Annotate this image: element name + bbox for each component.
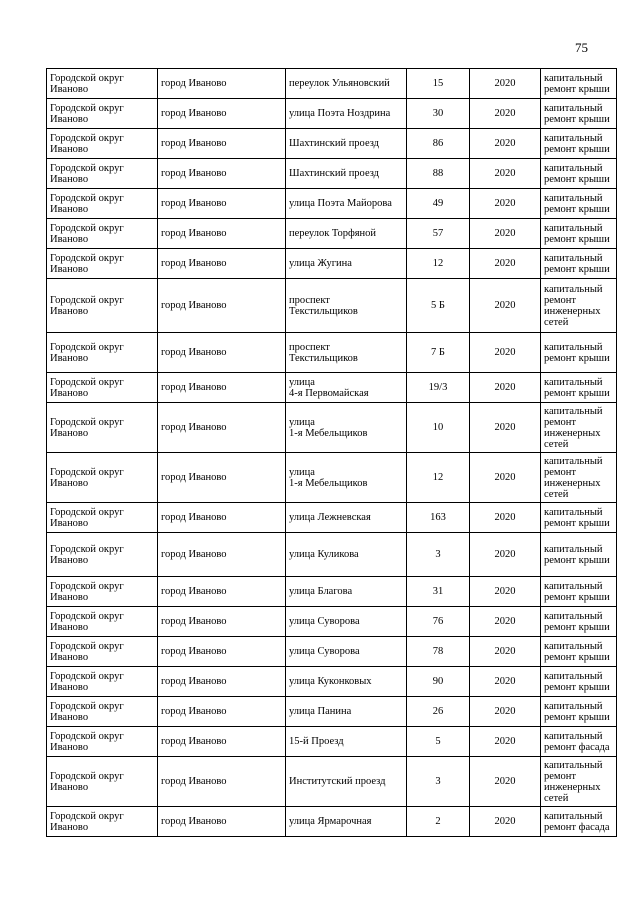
city-cell: город Иваново — [158, 159, 286, 189]
house-cell: 3 — [407, 533, 470, 577]
city-cell: город Иваново — [158, 219, 286, 249]
municipality-cell: Городской округ Иваново — [47, 333, 158, 373]
municipality-cell: Городской округ Иваново — [47, 403, 158, 453]
year-cell: 2020 — [470, 453, 541, 503]
municipality-cell: Городской округ Иваново — [47, 99, 158, 129]
year-cell: 2020 — [470, 607, 541, 637]
table-row — [47, 637, 617, 667]
street-cell: Институтский проезд — [286, 757, 407, 807]
street-cell: улица Куконковых — [286, 667, 407, 697]
table-row — [47, 99, 617, 129]
municipality-cell: Городской округ Иваново — [47, 607, 158, 637]
year-cell: 2020 — [470, 129, 541, 159]
municipality-cell: Городской округ Иваново — [47, 533, 158, 577]
year-cell: 2020 — [470, 69, 541, 99]
city-cell: город Иваново — [158, 69, 286, 99]
work-type-cell: капитальный ремонт крыши — [541, 607, 617, 637]
work-type-cell: капитальный ремонт крыши — [541, 533, 617, 577]
city-cell: город Иваново — [158, 129, 286, 159]
table-row — [47, 607, 617, 637]
city-cell: город Иваново — [158, 697, 286, 727]
street-cell: улица Жугина — [286, 249, 407, 279]
house-cell: 88 — [407, 159, 470, 189]
table-row — [47, 533, 617, 577]
street-cell: улица Куликова — [286, 533, 407, 577]
city-cell: город Иваново — [158, 667, 286, 697]
house-cell: 5 Б — [407, 279, 470, 333]
house-cell: 12 — [407, 453, 470, 503]
street-cell: проспект Текстильщиков — [286, 279, 407, 333]
city-cell: город Иваново — [158, 757, 286, 807]
municipality-cell: Городской округ Иваново — [47, 249, 158, 279]
work-type-cell: капитальный ремонт инженерных сетей — [541, 453, 617, 503]
work-type-cell: капитальный ремонт инженерных сетей — [541, 757, 617, 807]
house-cell: 3 — [407, 757, 470, 807]
table-row — [47, 189, 617, 219]
table-row — [47, 373, 617, 403]
street-cell: улица 1-я Мебельщиков — [286, 453, 407, 503]
house-cell: 2 — [407, 807, 470, 837]
year-cell: 2020 — [470, 697, 541, 727]
table-row — [47, 503, 617, 533]
street-cell: улица Поэта Майорова — [286, 189, 407, 219]
house-cell: 7 Б — [407, 333, 470, 373]
house-cell: 12 — [407, 249, 470, 279]
municipality-cell: Городской округ Иваново — [47, 667, 158, 697]
work-type-cell: капитальный ремонт крыши — [541, 667, 617, 697]
street-cell: Шахтинский проезд — [286, 159, 407, 189]
work-type-cell: капитальный ремонт крыши — [541, 249, 617, 279]
municipality-cell: Городской округ Иваново — [47, 757, 158, 807]
municipality-cell: Городской округ Иваново — [47, 159, 158, 189]
house-cell: 76 — [407, 607, 470, 637]
work-type-cell: капитальный ремонт крыши — [541, 373, 617, 403]
work-type-cell: капитальный ремонт фасада — [541, 807, 617, 837]
street-cell: улица 1-я Мебельщиков — [286, 403, 407, 453]
municipality-cell: Городской округ Иваново — [47, 373, 158, 403]
year-cell: 2020 — [470, 189, 541, 219]
year-cell: 2020 — [470, 333, 541, 373]
year-cell: 2020 — [470, 219, 541, 249]
year-cell: 2020 — [470, 727, 541, 757]
city-cell: город Иваново — [158, 249, 286, 279]
street-cell: улица Ярмарочная — [286, 807, 407, 837]
year-cell: 2020 — [470, 667, 541, 697]
table-row — [47, 727, 617, 757]
house-cell: 15 — [407, 69, 470, 99]
year-cell: 2020 — [470, 757, 541, 807]
work-type-cell: капитальный ремонт инженерных сетей — [541, 403, 617, 453]
house-cell: 30 — [407, 99, 470, 129]
street-cell: улица Поэта Ноздрина — [286, 99, 407, 129]
house-cell: 5 — [407, 727, 470, 757]
street-cell: Шахтинский проезд — [286, 129, 407, 159]
work-type-cell: капитальный ремонт крыши — [541, 99, 617, 129]
city-cell: город Иваново — [158, 637, 286, 667]
street-cell: улица Панина — [286, 697, 407, 727]
work-type-cell: капитальный ремонт крыши — [541, 503, 617, 533]
house-cell: 19/3 — [407, 373, 470, 403]
work-type-cell: капитальный ремонт крыши — [541, 637, 617, 667]
municipality-cell: Городской округ Иваново — [47, 129, 158, 159]
table-row — [47, 577, 617, 607]
city-cell: город Иваново — [158, 503, 286, 533]
year-cell: 2020 — [470, 503, 541, 533]
year-cell: 2020 — [470, 99, 541, 129]
house-cell: 90 — [407, 667, 470, 697]
municipality-cell: Городской округ Иваново — [47, 577, 158, 607]
house-cell: 163 — [407, 503, 470, 533]
city-cell: город Иваново — [158, 373, 286, 403]
house-cell: 57 — [407, 219, 470, 249]
table-row — [47, 279, 617, 333]
city-cell: город Иваново — [158, 533, 286, 577]
city-cell: город Иваново — [158, 607, 286, 637]
work-type-cell: капитальный ремонт крыши — [541, 159, 617, 189]
year-cell: 2020 — [470, 279, 541, 333]
municipality-cell: Городской округ Иваново — [47, 807, 158, 837]
municipality-cell: Городской округ Иваново — [47, 503, 158, 533]
house-cell: 49 — [407, 189, 470, 219]
table-row — [47, 249, 617, 279]
table-row — [47, 403, 617, 453]
city-cell: город Иваново — [158, 807, 286, 837]
city-cell: город Иваново — [158, 279, 286, 333]
city-cell: город Иваново — [158, 99, 286, 129]
street-cell: улица Суворова — [286, 637, 407, 667]
municipality-cell: Городской округ Иваново — [47, 727, 158, 757]
work-type-cell: капитальный ремонт инженерных сетей — [541, 279, 617, 333]
street-cell: 15-й Проезд — [286, 727, 407, 757]
year-cell: 2020 — [470, 637, 541, 667]
municipality-cell: Городской округ Иваново — [47, 453, 158, 503]
year-cell: 2020 — [470, 807, 541, 837]
street-cell: улица Благова — [286, 577, 407, 607]
city-cell: город Иваново — [158, 727, 286, 757]
street-cell: проспект Текстильщиков — [286, 333, 407, 373]
table-row — [47, 667, 617, 697]
table-row — [47, 159, 617, 189]
municipality-cell: Городской округ Иваново — [47, 279, 158, 333]
year-cell: 2020 — [470, 533, 541, 577]
registry-table — [46, 68, 617, 837]
house-cell: 78 — [407, 637, 470, 667]
table-row — [47, 69, 617, 99]
work-type-cell: капитальный ремонт крыши — [541, 577, 617, 607]
work-type-cell: капитальный ремонт крыши — [541, 333, 617, 373]
city-cell: город Иваново — [158, 333, 286, 373]
table-row — [47, 807, 617, 837]
city-cell: город Иваново — [158, 453, 286, 503]
work-type-cell: капитальный ремонт крыши — [541, 189, 617, 219]
table-row — [47, 697, 617, 727]
work-type-cell: капитальный ремонт крыши — [541, 697, 617, 727]
city-cell: город Иваново — [158, 189, 286, 219]
year-cell: 2020 — [470, 373, 541, 403]
city-cell: город Иваново — [158, 403, 286, 453]
year-cell: 2020 — [470, 159, 541, 189]
work-type-cell: капитальный ремонт фасада — [541, 727, 617, 757]
street-cell: переулок Ульяновский — [286, 69, 407, 99]
house-cell: 86 — [407, 129, 470, 159]
municipality-cell: Городской округ Иваново — [47, 219, 158, 249]
page-number: 75 — [575, 40, 588, 55]
year-cell: 2020 — [470, 249, 541, 279]
work-type-cell: капитальный ремонт крыши — [541, 219, 617, 249]
municipality-cell: Городской округ Иваново — [47, 697, 158, 727]
work-type-cell: капитальный ремонт крыши — [541, 69, 617, 99]
table-row — [47, 333, 617, 373]
house-cell: 26 — [407, 697, 470, 727]
city-cell: город Иваново — [158, 577, 286, 607]
municipality-cell: Городской округ Иваново — [47, 69, 158, 99]
municipality-cell: Городской округ Иваново — [47, 637, 158, 667]
work-type-cell: капитальный ремонт крыши — [541, 129, 617, 159]
table-row — [47, 219, 617, 249]
table-row — [47, 757, 617, 807]
table-row — [47, 129, 617, 159]
registry-table-body — [47, 69, 617, 837]
year-cell: 2020 — [470, 403, 541, 453]
street-cell: переулок Торфяной — [286, 219, 407, 249]
municipality-cell: Городской округ Иваново — [47, 189, 158, 219]
street-cell: улица 4-я Первомайская — [286, 373, 407, 403]
year-cell: 2020 — [470, 577, 541, 607]
street-cell: улица Лежневская — [286, 503, 407, 533]
house-cell: 10 — [407, 403, 470, 453]
table-row — [47, 453, 617, 503]
street-cell: улица Суворова — [286, 607, 407, 637]
house-cell: 31 — [407, 577, 470, 607]
